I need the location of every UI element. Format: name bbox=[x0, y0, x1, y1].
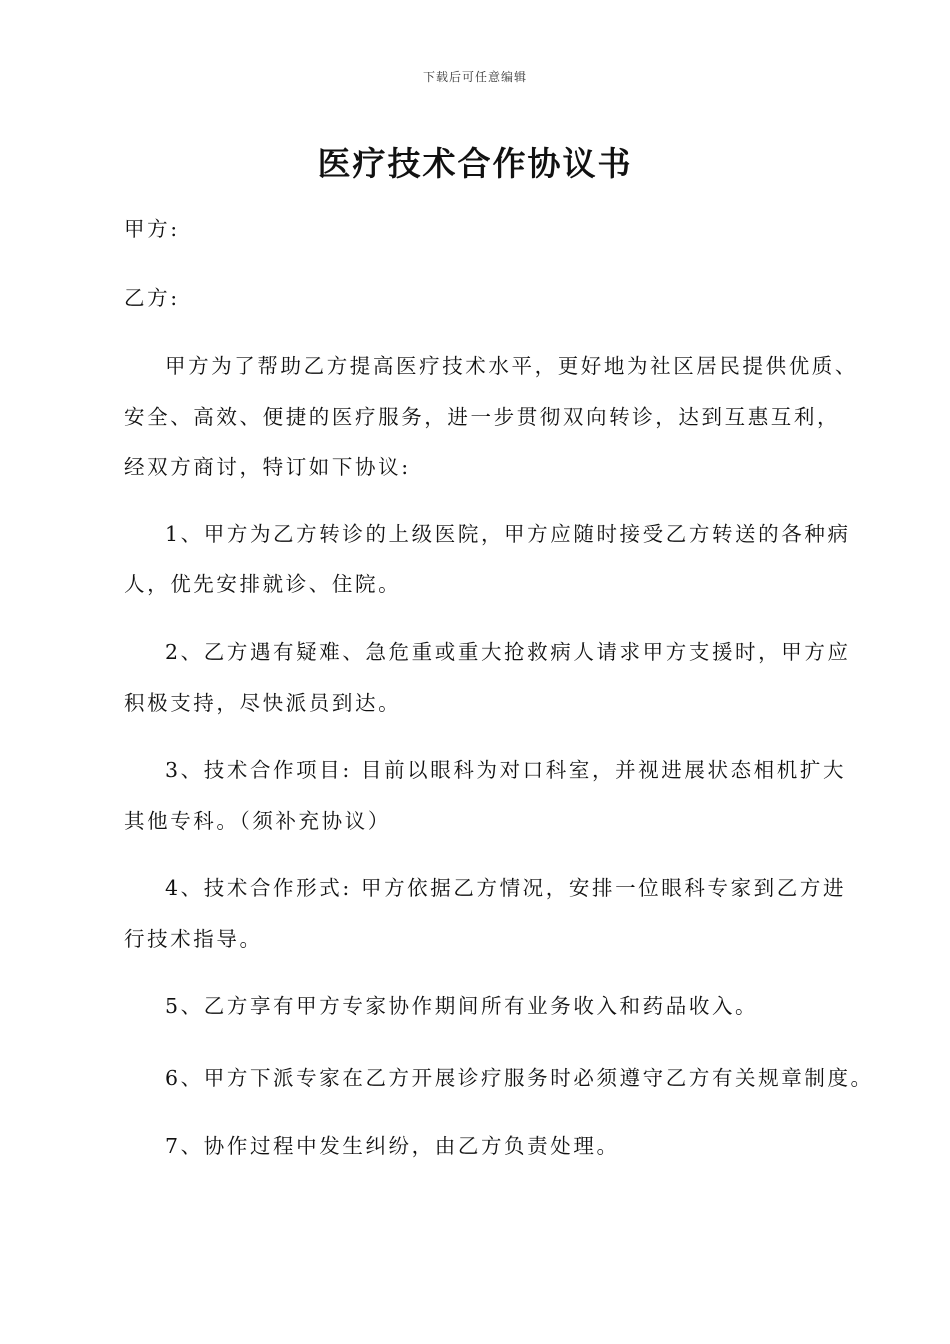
clause-6-line-1: 6、甲方下派专家在乙方开展诊疗服务时必须遵守乙方有关规章制度。 bbox=[165, 1066, 874, 1090]
intro-line-2: 安全、高效、便捷的医疗服务，进一步贯彻双向转诊，达到互惠互利， bbox=[124, 405, 841, 429]
clause-3-line-2: 其他专科。（须补充协议） bbox=[124, 809, 391, 833]
intro-line-1: 甲方为了帮助乙方提高医疗技术水平，更好地为社区居民提供优质、 bbox=[165, 354, 858, 378]
clause-7-line-1: 7、协作过程中发生纠纷，由乙方负责处理。 bbox=[165, 1134, 620, 1158]
intro-line-3: 经双方商讨，特订如下协议: bbox=[124, 455, 411, 479]
party-a-label: 甲方: bbox=[124, 217, 180, 241]
clause-4-line-2: 行技术指导。 bbox=[124, 927, 263, 951]
header-note: 下载后可任意编辑 bbox=[422, 70, 527, 84]
document-title: 医疗技术合作协议书 bbox=[317, 144, 633, 183]
party-b-label: 乙方: bbox=[124, 286, 180, 310]
clause-2-line-2: 积极支持，尽快派员到达。 bbox=[124, 691, 402, 715]
clause-5-line-1: 5、乙方享有甲方专家协作期间所有业务收入和药品收入。 bbox=[165, 994, 759, 1018]
clause-1-line-1: 1、甲方为乙方转诊的上级医院，甲方应随时接受乙方转送的各种病 bbox=[165, 522, 851, 546]
clause-4-line-1: 4、技术合作形式: 甲方依据乙方情况，安排一位眼科专家到乙方进 bbox=[165, 876, 847, 900]
clause-1-line-2: 人，优先安排就诊、住院。 bbox=[124, 572, 402, 596]
clause-3-line-1: 3、技术合作项目: 目前以眼科为对口科室，并视进展状态相机扩大 bbox=[165, 758, 847, 782]
clause-2-line-1: 2、乙方遇有疑难、急危重或重大抢救病人请求甲方支援时，甲方应 bbox=[165, 640, 851, 664]
